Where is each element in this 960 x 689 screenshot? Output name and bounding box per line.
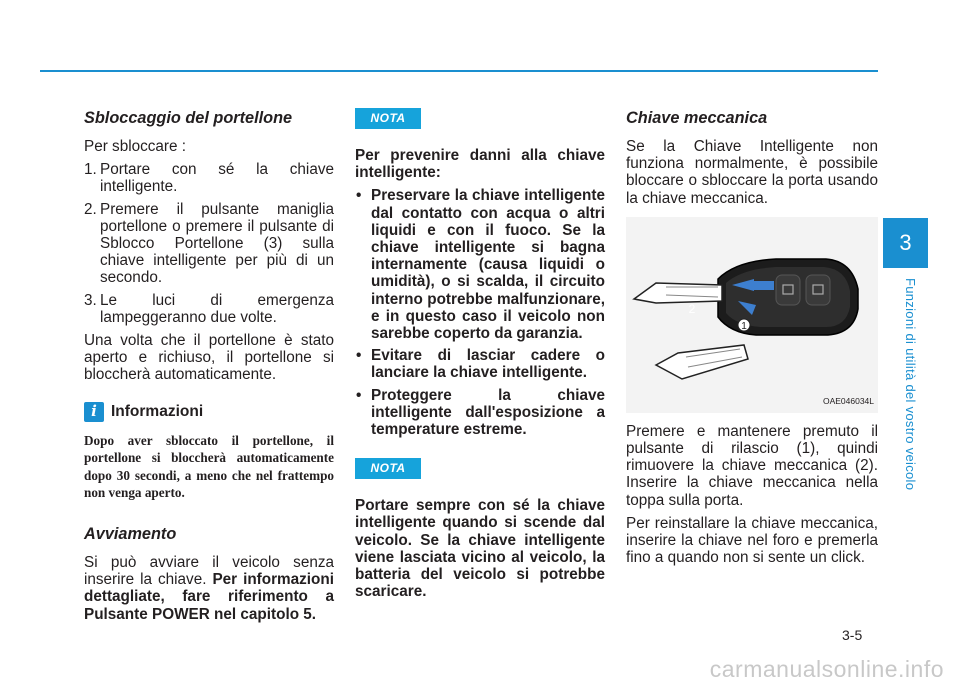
nota1-intro: Per prevenire danni alla chiave intelligente:	[355, 147, 605, 182]
watermark: carmanualsonline.info	[709, 656, 944, 682]
header-rule	[40, 70, 878, 72]
nota1-bullets	[355, 187, 605, 438]
tailgate-outro: Una volta che il portellone è stato aperto e richiuso, il portellone si bloccherà automaticamente.	[84, 332, 334, 384]
section-title-start: Avviamento	[84, 525, 177, 544]
smart-key-drawing	[626, 217, 878, 413]
unlock-button-icon	[806, 275, 830, 305]
step-item: 1. Portare con sé la chiave intelligente.	[84, 161, 334, 196]
step-item: 2. Premere il pulsante maniglia portellone o premere il pulsante di Sblocco Portellone (3) sulla chiave intelligente per più di un secondo.	[84, 200, 334, 287]
info-title: Informazioni	[111, 403, 204, 421]
nota-badge: NOTA	[355, 458, 421, 479]
mechanical-key-intro: Se la Chiave Intelligente non funziona normalmente, è possibile bloccare o sbloccare la porta usando la chiave meccanica.	[626, 138, 878, 207]
start-text: Si può avviare il veicolo senza inserire la chiave. Per informazioni dettagliate, fare riferimento a Pulsante POWER nel capitolo 5.	[84, 554, 334, 623]
column-2	[355, 108, 605, 606]
nota-1	[355, 108, 605, 129]
info-text: Dopo aver sbloccato il portellone, il portellone si bloccherà automaticamente dopo 30 secondi, a meno che nel frattempo non venga aperto.	[84, 432, 334, 501]
column-3	[626, 108, 878, 572]
tailgate-intro: Per sbloccare :	[84, 138, 187, 155]
section-title-mechanical-key: Chiave meccanica	[626, 109, 768, 127]
mechanical-key-para2: Per reinstallare la chiave meccanica, inserire la chiave nel foro e premerla fino a quando non si sente un click.	[626, 514, 878, 567]
info-header	[84, 402, 334, 422]
callout-2: 2	[688, 301, 696, 316]
figure-code: OAE046034L	[822, 395, 874, 406]
callout-1: 1	[741, 320, 747, 332]
mechanical-key-para1: Premere e mantenere premuto il pulsante di rilascio (1), quindi rimuovere la chiave meccanica (2). Inserire la chiave meccanica nella toppa sulla porta.	[626, 422, 878, 509]
mechanical-key-icon	[634, 283, 722, 303]
smart-key-illustration	[626, 217, 878, 413]
section-title-tailgate-unlock: Sbloccaggio del portellone	[84, 109, 293, 127]
chapter-tab: 3	[883, 218, 928, 268]
page-number: 3-5	[842, 627, 863, 643]
step-item: 3. Le luci di emergenza lampeggeranno due volte.	[84, 291, 334, 326]
tailgate-steps	[84, 161, 334, 326]
bullet-item: • Preservare la chiave intelligente dal contatto con acqua o altri liquidi e con il fuoco. Se la chiave intelligente si bagna internamente (causa liquidi o umidità), o si scalda, il circuito interno potrebbe malfunzionare, e in questo caso il veicolo non sarebbe coperto da garanzia.	[356, 187, 605, 343]
nota2-text: Portare sempre con sé la chiave intelligente quando si scende dal veicolo. Se la chiave intelligente viene lasciata vicino al veicolo, la batteria del veicolo si potrebbe scaricare.	[355, 497, 605, 601]
bullet-item: • Evitare di lasciar cadere o lanciare la chiave intelligente.	[356, 347, 605, 382]
chapter-title: Funzioni di utilità del vostro veicolo	[903, 278, 918, 491]
column-1	[84, 108, 334, 629]
nota-badge: NOTA	[355, 108, 421, 129]
lock-button-icon	[776, 275, 800, 305]
bullet-item: • Proteggere la chiave intelligente dall'esposizione a temperature estreme.	[356, 386, 605, 439]
nota-2	[355, 458, 605, 479]
info-icon: i	[84, 402, 104, 422]
